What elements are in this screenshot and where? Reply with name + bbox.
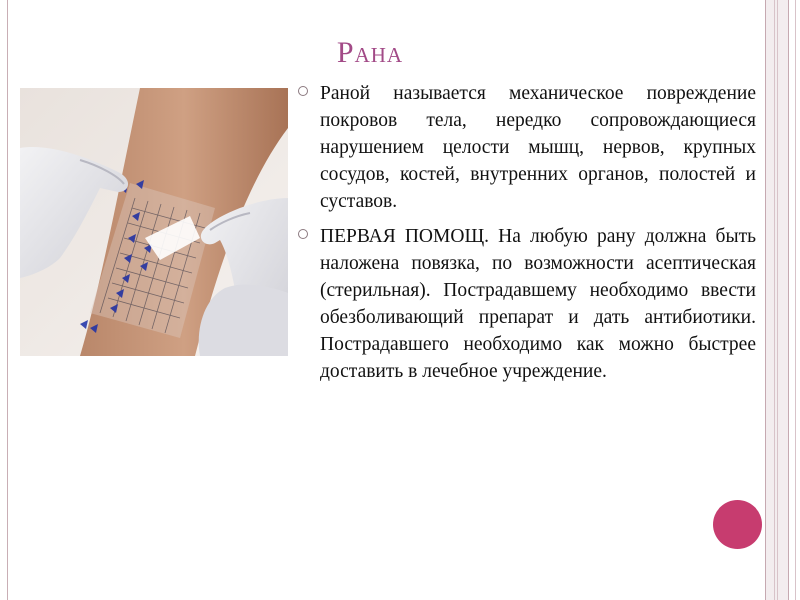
- bullet-item-definition: [296, 80, 756, 215]
- right-decorative-strip: [765, 0, 789, 600]
- bullet-text: ПЕРВАЯ ПОМОЩ. На любую рану должна быть наложена повязка, по возможности асептическая (стерильная). Пострадавшему необходимо ввести обезболивающий препарат и дать антибиотики. Пострадавшего необходимо как можно быстрее доставить в лечебное учреждение.: [320, 226, 756, 382]
- bullet-circle-icon: [298, 229, 308, 239]
- slide-title: Рана: [336, 36, 404, 69]
- bullet-item-first-aid: [296, 223, 756, 385]
- bullet-list: [296, 80, 756, 393]
- bullet-text: Раной называется механическое повреждение покровов тела, нередко сопровождающиеся нарушением целости мышц, нервов, крупных сосудов, костей, внутренних органов, полостей и суставов.: [320, 83, 756, 212]
- bandage-photo: [20, 88, 288, 356]
- far-right-border-line: [795, 0, 796, 600]
- bandage-photo-image: [20, 88, 288, 356]
- left-border-line: [7, 0, 8, 600]
- right-strip-inner-line: [774, 0, 778, 600]
- decorative-circle: [713, 500, 762, 549]
- bullet-circle-icon: [298, 86, 308, 96]
